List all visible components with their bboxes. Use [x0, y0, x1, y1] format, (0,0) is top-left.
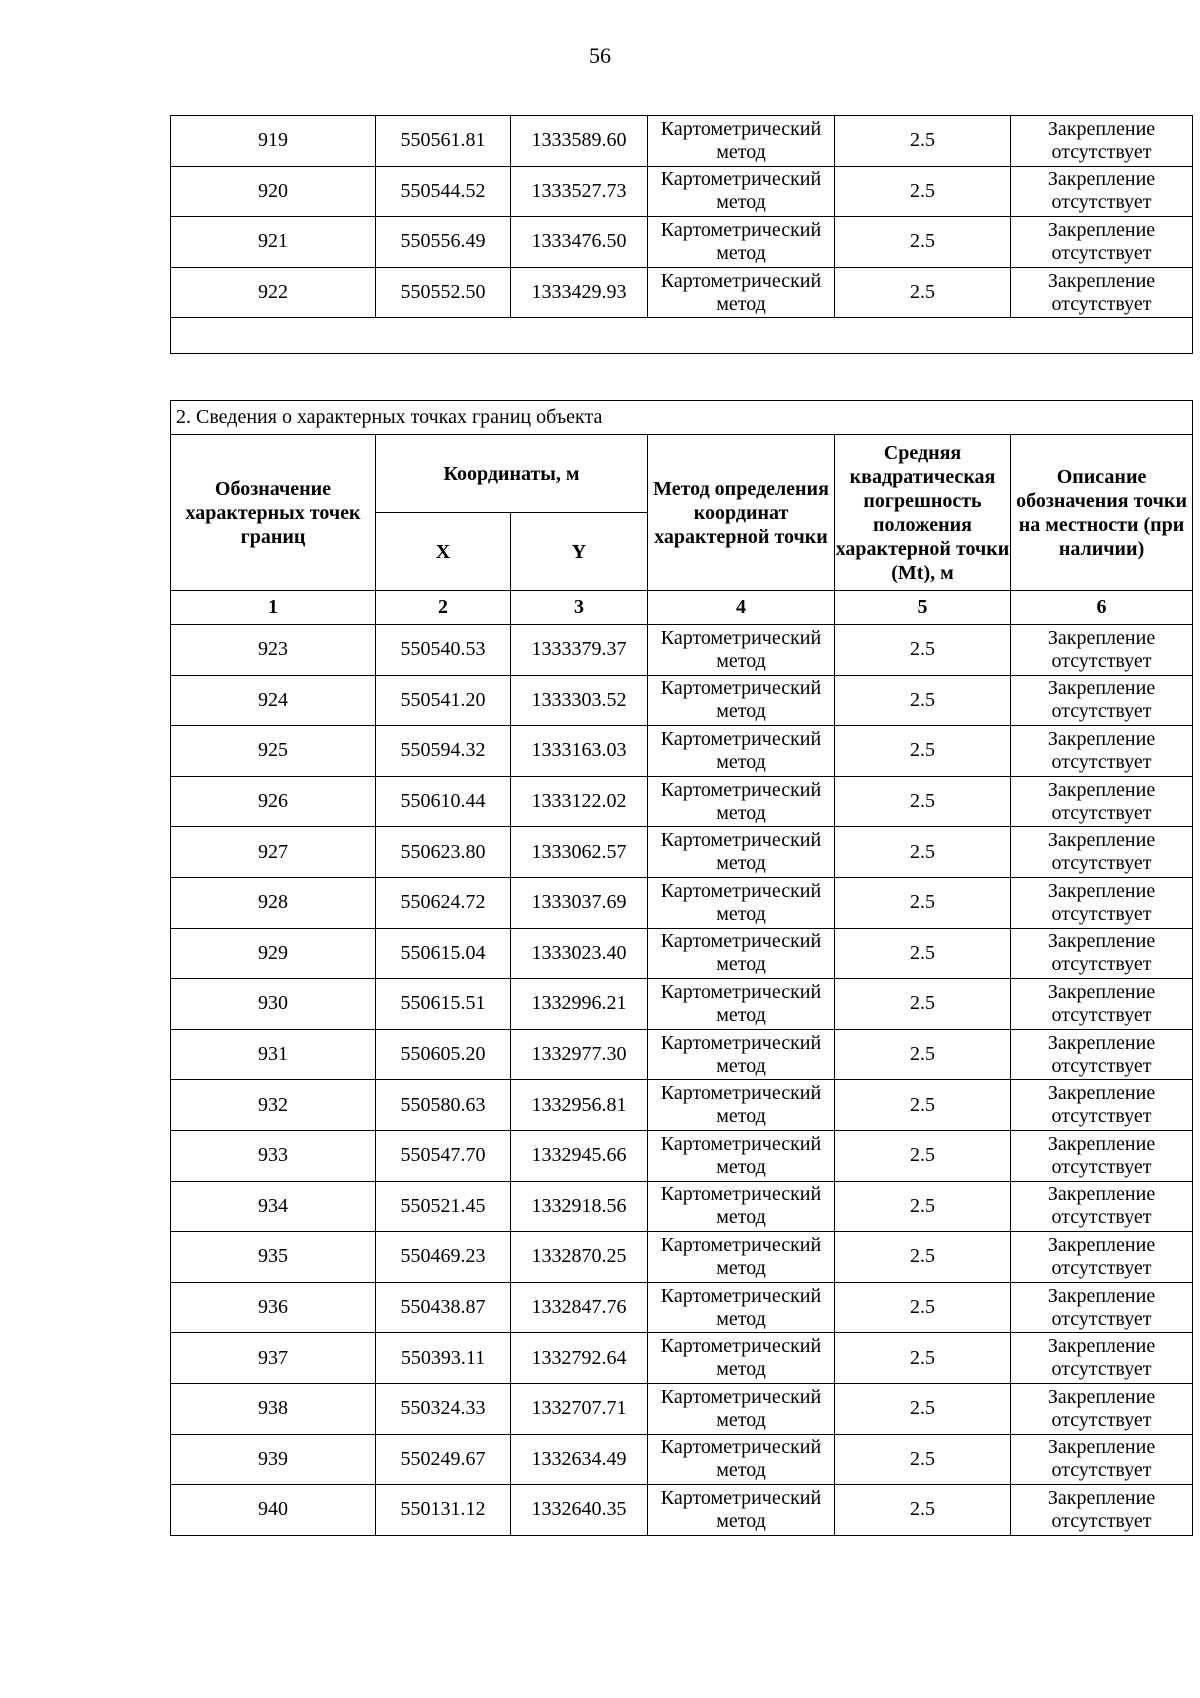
table-row [171, 776, 1193, 827]
table-row [171, 827, 1193, 878]
table-row [171, 877, 1193, 928]
x-coordinate-cell: 550615.51 [376, 979, 511, 1030]
y-coordinate-cell: 1333527.73 [511, 166, 648, 217]
x-coordinate-cell: 550594.32 [376, 726, 511, 777]
y-coordinate-cell: 1332918.56 [511, 1181, 648, 1232]
description-cell: Закрепление отсутствует [1011, 267, 1193, 318]
table-row [171, 217, 1193, 268]
header-y: Y [511, 513, 648, 591]
point-number-cell: 931 [171, 1029, 376, 1080]
description-cell: Закрепление отсутствует [1011, 625, 1193, 676]
x-coordinate-cell: 550605.20 [376, 1029, 511, 1080]
table-row [171, 1029, 1193, 1080]
method-cell: Картометрический метод [648, 928, 835, 979]
header-coordinates: Координаты, м [376, 435, 648, 513]
y-coordinate-cell: 1333379.37 [511, 625, 648, 676]
point-number-cell: 939 [171, 1434, 376, 1485]
point-number-cell: 940 [171, 1485, 376, 1536]
y-coordinate-cell: 1332847.76 [511, 1282, 648, 1333]
description-cell: Закрепление отсутствует [1011, 877, 1193, 928]
table-row [171, 1333, 1193, 1384]
y-coordinate-cell: 1333062.57 [511, 827, 648, 878]
method-cell: Картометрический метод [648, 1080, 835, 1131]
boundary-points-table-body [171, 625, 1193, 1536]
table-row [171, 1282, 1193, 1333]
header-description: Описание обозначения точки на местности (при наличии) [1011, 435, 1193, 591]
table-row [171, 1485, 1193, 1536]
points-table-continued [170, 115, 1193, 354]
point-number-cell: 923 [171, 625, 376, 676]
point-number-cell: 920 [171, 166, 376, 217]
header-x: X [376, 513, 511, 591]
x-coordinate-cell: 550610.44 [376, 776, 511, 827]
description-cell: Закрепление отсутствует [1011, 776, 1193, 827]
point-number-cell: 922 [171, 267, 376, 318]
x-coordinate-cell: 550544.52 [376, 166, 511, 217]
error-cell: 2.5 [835, 827, 1011, 878]
y-coordinate-cell: 1332945.66 [511, 1130, 648, 1181]
method-cell: Картометрический метод [648, 625, 835, 676]
y-coordinate-cell: 1332956.81 [511, 1080, 648, 1131]
method-cell: Картометрический метод [648, 1434, 835, 1485]
description-cell: Закрепление отсутствует [1011, 928, 1193, 979]
boundary-points-table [170, 400, 1193, 1536]
description-cell: Закрепление отсутствует [1011, 116, 1193, 167]
method-cell: Картометрический метод [648, 1130, 835, 1181]
description-cell: Закрепление отсутствует [1011, 1282, 1193, 1333]
y-coordinate-cell: 1332634.49 [511, 1434, 648, 1485]
table-row [171, 1383, 1193, 1434]
method-cell: Картометрический метод [648, 1029, 835, 1080]
method-cell: Картометрический метод [648, 166, 835, 217]
description-cell: Закрепление отсутствует [1011, 1130, 1193, 1181]
description-cell: Закрепление отсутствует [1011, 1029, 1193, 1080]
x-coordinate-cell: 550469.23 [376, 1232, 511, 1283]
point-number-cell: 928 [171, 877, 376, 928]
x-coordinate-cell: 550561.81 [376, 116, 511, 167]
y-coordinate-cell: 1333303.52 [511, 675, 648, 726]
y-coordinate-cell: 1332640.35 [511, 1485, 648, 1536]
description-cell: Закрепление отсутствует [1011, 827, 1193, 878]
point-number-cell: 932 [171, 1080, 376, 1131]
description-cell: Закрепление отсутствует [1011, 166, 1193, 217]
column-numbers-row [171, 591, 1193, 625]
x-coordinate-cell: 550615.04 [376, 928, 511, 979]
point-number-cell: 929 [171, 928, 376, 979]
point-number-cell: 925 [171, 726, 376, 777]
table-row [171, 267, 1193, 318]
y-coordinate-cell: 1333023.40 [511, 928, 648, 979]
method-cell: Картометрический метод [648, 1333, 835, 1384]
method-cell: Картометрический метод [648, 116, 835, 167]
point-number-cell: 926 [171, 776, 376, 827]
description-cell: Закрепление отсутствует [1011, 1383, 1193, 1434]
point-number-cell: 919 [171, 116, 376, 167]
x-coordinate-cell: 550249.67 [376, 1434, 511, 1485]
method-cell: Картометрический метод [648, 1485, 835, 1536]
y-coordinate-cell: 1332870.25 [511, 1232, 648, 1283]
column-number: 2 [376, 591, 511, 625]
method-cell: Картометрический метод [648, 1232, 835, 1283]
table-row [171, 1434, 1193, 1485]
method-cell: Картометрический метод [648, 1383, 835, 1434]
x-coordinate-cell: 550541.20 [376, 675, 511, 726]
error-cell: 2.5 [835, 1485, 1011, 1536]
method-cell: Картометрический метод [648, 726, 835, 777]
point-number-cell: 937 [171, 1333, 376, 1384]
error-cell: 2.5 [835, 1282, 1011, 1333]
table-row [171, 726, 1193, 777]
x-coordinate-cell: 550623.80 [376, 827, 511, 878]
error-cell: 2.5 [835, 776, 1011, 827]
point-number-cell: 927 [171, 827, 376, 878]
method-cell: Картометрический метод [648, 1181, 835, 1232]
x-coordinate-cell: 550540.53 [376, 625, 511, 676]
y-coordinate-cell: 1333429.93 [511, 267, 648, 318]
table-row [171, 979, 1193, 1030]
method-cell: Картометрический метод [648, 675, 835, 726]
y-coordinate-cell: 1333589.60 [511, 116, 648, 167]
x-coordinate-cell: 550552.50 [376, 267, 511, 318]
method-cell: Картометрический метод [648, 877, 835, 928]
description-cell: Закрепление отсутствует [1011, 1434, 1193, 1485]
header-point-designation: Обозначение характерных точек границ [171, 435, 376, 591]
error-cell: 2.5 [835, 267, 1011, 318]
y-coordinate-cell: 1333476.50 [511, 217, 648, 268]
method-cell: Картометрический метод [648, 267, 835, 318]
description-cell: Закрепление отсутствует [1011, 217, 1193, 268]
column-number: 5 [835, 591, 1011, 625]
empty-cell [171, 318, 1193, 354]
table-row [171, 1080, 1193, 1131]
error-cell: 2.5 [835, 675, 1011, 726]
table-row [171, 675, 1193, 726]
error-cell: 2.5 [835, 877, 1011, 928]
x-coordinate-cell: 550521.45 [376, 1181, 511, 1232]
page-number: 56 [589, 43, 611, 68]
x-coordinate-cell: 550393.11 [376, 1333, 511, 1384]
description-cell: Закрепление отсутствует [1011, 979, 1193, 1030]
y-coordinate-cell: 1332707.71 [511, 1383, 648, 1434]
error-cell: 2.5 [835, 1181, 1011, 1232]
description-cell: Закрепление отсутствует [1011, 1333, 1193, 1384]
x-coordinate-cell: 550547.70 [376, 1130, 511, 1181]
table-row [171, 1181, 1193, 1232]
x-coordinate-cell: 550438.87 [376, 1282, 511, 1333]
table-row [171, 928, 1193, 979]
error-cell: 2.5 [835, 1130, 1011, 1181]
table-title: 2. Сведения о характерных точках границ объекта [171, 401, 1193, 435]
description-cell: Закрепление отсутствует [1011, 726, 1193, 777]
method-cell: Картометрический метод [648, 1282, 835, 1333]
method-cell: Картометрический метод [648, 776, 835, 827]
point-number-cell: 924 [171, 675, 376, 726]
y-coordinate-cell: 1332792.64 [511, 1333, 648, 1384]
y-coordinate-cell: 1333122.02 [511, 776, 648, 827]
column-number: 3 [511, 591, 648, 625]
x-coordinate-cell: 550131.12 [376, 1485, 511, 1536]
y-coordinate-cell: 1332996.21 [511, 979, 648, 1030]
table-row [171, 1232, 1193, 1283]
error-cell: 2.5 [835, 1383, 1011, 1434]
error-cell: 2.5 [835, 1434, 1011, 1485]
description-cell: Закрепление отсутствует [1011, 1080, 1193, 1131]
table-row [171, 1130, 1193, 1181]
point-number-cell: 933 [171, 1130, 376, 1181]
method-cell: Картометрический метод [648, 827, 835, 878]
description-cell: Закрепление отсутствует [1011, 1232, 1193, 1283]
point-number-cell: 935 [171, 1232, 376, 1283]
column-number: 4 [648, 591, 835, 625]
point-number-cell: 936 [171, 1282, 376, 1333]
description-cell: Закрепление отсутствует [1011, 675, 1193, 726]
y-coordinate-cell: 1332977.30 [511, 1029, 648, 1080]
point-number-cell: 938 [171, 1383, 376, 1434]
column-number: 6 [1011, 591, 1193, 625]
description-cell: Закрепление отсутствует [1011, 1485, 1193, 1536]
error-cell: 2.5 [835, 1029, 1011, 1080]
empty-row [171, 318, 1193, 354]
table-row [171, 166, 1193, 217]
description-cell: Закрепление отсутствует [1011, 1181, 1193, 1232]
error-cell: 2.5 [835, 1333, 1011, 1384]
error-cell: 2.5 [835, 1232, 1011, 1283]
column-number: 1 [171, 591, 376, 625]
error-cell: 2.5 [835, 1080, 1011, 1131]
x-coordinate-cell: 550324.33 [376, 1383, 511, 1434]
x-coordinate-cell: 550556.49 [376, 217, 511, 268]
header-method: Метод определения координат характерной точки [648, 435, 835, 591]
point-number-cell: 934 [171, 1181, 376, 1232]
table-row [171, 116, 1193, 167]
header-error: Средняя квадратическая погрешность положения характерной точки (Mt), м [835, 435, 1011, 591]
table-row [171, 625, 1193, 676]
error-cell: 2.5 [835, 116, 1011, 167]
x-coordinate-cell: 550580.63 [376, 1080, 511, 1131]
error-cell: 2.5 [835, 979, 1011, 1030]
x-coordinate-cell: 550624.72 [376, 877, 511, 928]
error-cell: 2.5 [835, 625, 1011, 676]
method-cell: Картометрический метод [648, 979, 835, 1030]
point-number-cell: 921 [171, 217, 376, 268]
method-cell: Картометрический метод [648, 217, 835, 268]
error-cell: 2.5 [835, 726, 1011, 777]
error-cell: 2.5 [835, 166, 1011, 217]
error-cell: 2.5 [835, 217, 1011, 268]
point-number-cell: 930 [171, 979, 376, 1030]
error-cell: 2.5 [835, 928, 1011, 979]
y-coordinate-cell: 1333037.69 [511, 877, 648, 928]
y-coordinate-cell: 1333163.03 [511, 726, 648, 777]
points-table-continued-body [171, 116, 1193, 318]
